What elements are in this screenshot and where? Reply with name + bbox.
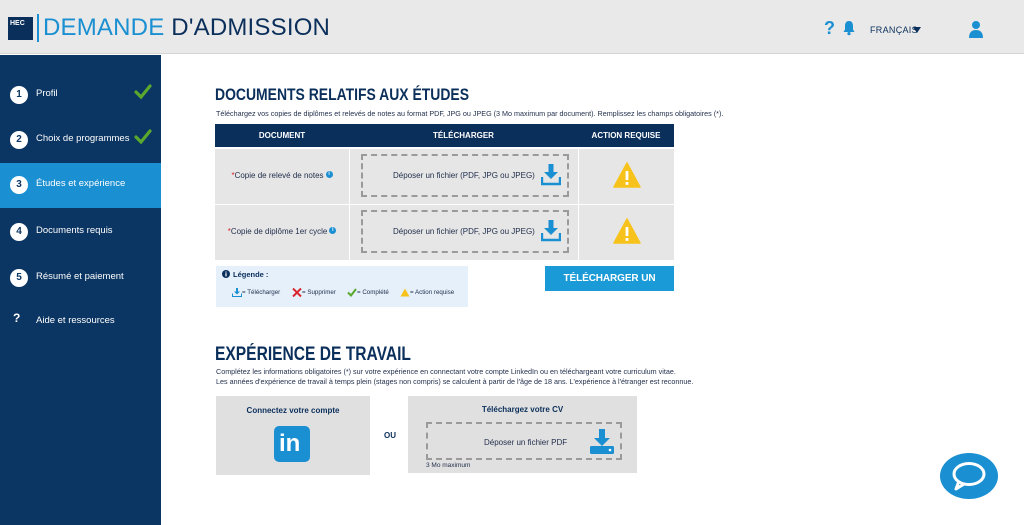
cv-dropzone[interactable] bbox=[426, 422, 622, 460]
app-title-part2: D'ADMISSION bbox=[171, 14, 331, 41]
sidebar-item-label: Profil bbox=[36, 88, 58, 99]
step-number: 2 bbox=[10, 131, 28, 149]
app-title bbox=[43, 14, 330, 42]
column-header: TÉLÉCHARGER bbox=[433, 131, 494, 140]
sidebar-item-label: Choix de programmes bbox=[36, 133, 130, 144]
column-divider bbox=[349, 149, 350, 204]
cv-upload-card bbox=[408, 396, 637, 473]
info-icon[interactable]: i bbox=[329, 227, 336, 234]
delete-icon bbox=[292, 288, 302, 297]
experience-intro-line2: Les années d'expérience de travail à temps plein (stages non compris) se calculent à partir de l'âge de 18 ans. L'expérience à l'étranger est reconnue. bbox=[216, 377, 694, 386]
legend-box bbox=[216, 266, 468, 307]
check-icon bbox=[347, 288, 357, 297]
info-icon[interactable]: i bbox=[326, 171, 333, 178]
download-icon[interactable] bbox=[590, 429, 614, 455]
file-dropzone[interactable] bbox=[361, 210, 569, 253]
document-label bbox=[215, 171, 349, 180]
column-divider bbox=[578, 149, 579, 204]
warning-icon bbox=[613, 218, 641, 244]
document-name: Copie de diplôme 1er cycle bbox=[230, 227, 328, 236]
legend-title: Légende : bbox=[233, 270, 269, 279]
chevron-down-icon[interactable] bbox=[913, 27, 921, 33]
table-row bbox=[215, 149, 674, 204]
hec-logo[interactable]: HEC bbox=[8, 17, 33, 40]
warning-icon bbox=[613, 162, 641, 188]
dropzone-text: Déposer un fichier PDF bbox=[484, 438, 568, 447]
legend-item: = Supprimer bbox=[302, 289, 336, 296]
column-header: ACTION REQUISE bbox=[591, 131, 661, 140]
connect-title: Connectez votre compte bbox=[246, 406, 340, 415]
step-number: 3 bbox=[10, 176, 28, 194]
sidebar-item-label: Aide et ressources bbox=[36, 315, 115, 326]
dropzone-text: Déposer un fichier (PDF, JPG ou JPEG) bbox=[393, 171, 535, 180]
cv-title: Téléchargez votre CV bbox=[481, 405, 564, 414]
chat-icon bbox=[951, 461, 987, 491]
required-marker: * bbox=[227, 227, 231, 236]
column-divider bbox=[578, 205, 579, 260]
download-icon[interactable] bbox=[541, 220, 561, 242]
step-number: 5 bbox=[10, 269, 28, 287]
user-icon[interactable] bbox=[967, 20, 985, 38]
cv-size-limit: 3 Mo maximum bbox=[426, 462, 471, 469]
language-selector[interactable]: FRANÇAIS bbox=[870, 25, 918, 35]
download-icon bbox=[232, 288, 242, 297]
logo-separator bbox=[37, 14, 39, 42]
sidebar-item-resume[interactable] bbox=[0, 256, 161, 301]
warning-icon bbox=[400, 288, 410, 297]
bell-icon[interactable] bbox=[841, 20, 857, 36]
studies-intro: Téléchargez vos copies de diplômes et relevés de notes au format PDF, JPG ou JPEG (3 Mo maximum par document). Remplissez les champs obligatoires (*). bbox=[216, 109, 724, 118]
experience-intro-line1: Complétez les informations obligatoires (*) sur votre expérience en connectant votre compte LinkedIn ou en téléchargeant votre curriculum vitae. bbox=[216, 367, 676, 376]
download-icon[interactable] bbox=[541, 164, 561, 186]
file-dropzone[interactable] bbox=[361, 154, 569, 197]
help-icon[interactable]: ? bbox=[824, 18, 835, 38]
sidebar bbox=[0, 55, 161, 525]
required-marker: * bbox=[231, 171, 235, 180]
table-header bbox=[215, 124, 674, 147]
help-icon: ? bbox=[13, 311, 21, 325]
linkedin-card[interactable] bbox=[216, 396, 370, 475]
sidebar-item-profil[interactable] bbox=[0, 73, 161, 118]
document-label bbox=[215, 227, 349, 236]
legend-item: = Télécharger bbox=[242, 289, 281, 296]
linkedin-icon-text: in bbox=[279, 430, 301, 457]
legend-item: = Complété bbox=[357, 289, 389, 296]
table-row bbox=[215, 205, 674, 260]
chat-button[interactable] bbox=[940, 453, 998, 499]
or-separator: OU bbox=[384, 431, 396, 440]
top-header bbox=[0, 0, 1024, 54]
sidebar-item-label: Documents requis bbox=[36, 225, 113, 236]
upload-document-button[interactable]: TÉLÉCHARGER UN DOCUMENT bbox=[545, 266, 674, 291]
experience-title: EXPÉRIENCE DE TRAVAIL bbox=[215, 344, 411, 365]
sidebar-item-etudes[interactable] bbox=[0, 163, 161, 208]
column-header: DOCUMENT bbox=[258, 131, 306, 140]
document-name: Copie de relevé de notes bbox=[234, 171, 324, 180]
check-icon bbox=[134, 83, 152, 101]
step-number: 4 bbox=[10, 223, 28, 241]
sidebar-item-label: Études et expérience bbox=[36, 178, 126, 189]
check-icon bbox=[134, 128, 152, 146]
step-number: 1 bbox=[10, 86, 28, 104]
dropzone-text: Déposer un fichier (PDF, JPG ou JPEG) bbox=[393, 227, 535, 236]
app-title-part1: DEMANDE bbox=[43, 14, 165, 41]
sidebar-item-label: Résumé et paiement bbox=[36, 271, 124, 282]
sidebar-item-documents[interactable] bbox=[0, 210, 161, 255]
studies-title: DOCUMENTS RELATIFS AUX ÉTUDES bbox=[215, 85, 470, 104]
legend-item: = Action requise bbox=[410, 289, 455, 296]
sidebar-item-programmes[interactable] bbox=[0, 118, 161, 163]
sidebar-item-aide[interactable] bbox=[0, 299, 161, 344]
linkedin-icon[interactable] bbox=[274, 426, 310, 462]
info-icon bbox=[222, 270, 230, 278]
column-divider bbox=[349, 205, 350, 260]
